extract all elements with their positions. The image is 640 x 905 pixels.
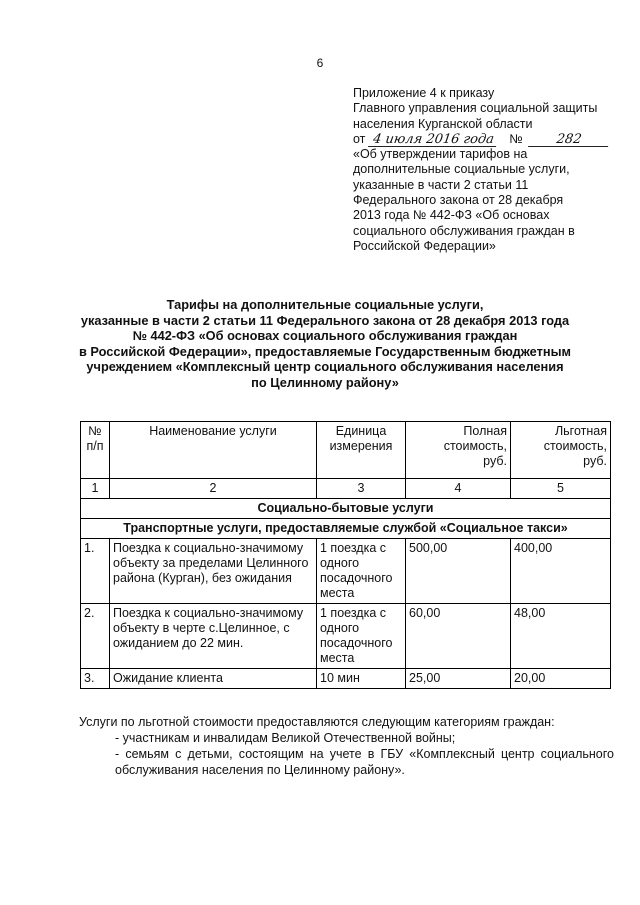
header-full-cost: Полная стоимость, руб. [406, 422, 511, 479]
table-header-row [81, 422, 611, 479]
appendix-line: Российской Федерации» [353, 238, 496, 253]
row-full-cost: 60,00 [406, 604, 511, 669]
row-unit: 1 поездка с одного посадочного места [317, 539, 406, 604]
row-service-name: Ожидание клиента [110, 669, 317, 689]
row-discount-cost: 48,00 [511, 604, 611, 669]
row-discount-cost: 20,00 [511, 669, 611, 689]
column-number: 3 [317, 479, 406, 499]
order-date-number [353, 132, 623, 147]
appendix-header [353, 86, 623, 254]
document-title [60, 297, 590, 391]
table-row [81, 539, 611, 604]
title-line: указанные в части 2 статьи 11 Федерального закона от 28 декабря 2013 года [80, 312, 570, 328]
subsection-title: Транспортные услуги, предоставляемые службой «Социальное такси» [81, 519, 611, 539]
handwritten-date: 4 июля 2016 года [368, 133, 498, 147]
appendix-line: 2013 года № 442-ФЗ «Об основах [353, 208, 550, 223]
appendix-line: Главного управления социальной защиты [353, 101, 598, 116]
subsection-row [81, 519, 611, 539]
notes-intro: Услуги по льготной стоимости предоставляются следующим категориям граждан: [79, 715, 555, 729]
notes-block [79, 714, 614, 778]
table-row [81, 604, 611, 669]
tariff-table [80, 421, 611, 689]
row-service-name: Поездка к социально-значимому объекту в черте с.Целинное, с ожиданием до 22 мин. [110, 604, 317, 669]
header-unit: Единица измерения [317, 422, 406, 479]
notes-item: - семьям с детьми, состоящим на учете в ГБУ «Комплексный центр социального обслуживания населения по Целинному району». [115, 747, 614, 777]
title-line: учреждением «Комплексный центр социального обслуживания населения [86, 359, 564, 375]
row-num: 2. [81, 604, 110, 669]
column-number: 1 [81, 479, 110, 499]
appendix-line: «Об утверждении тарифов на [353, 147, 528, 162]
row-unit: 10 мин [317, 669, 406, 689]
row-num: 3. [81, 669, 110, 689]
number-label: № [509, 131, 523, 146]
appendix-line: социального обслуживания граждан в [353, 223, 575, 238]
header-service-name: Наименование услуги [110, 422, 317, 479]
handwritten-number: 282 [528, 133, 610, 147]
row-num: 1. [81, 539, 110, 604]
row-full-cost: 500,00 [406, 539, 511, 604]
header-discount-cost: Льготная стоимость, руб. [511, 422, 611, 479]
row-full-cost: 25,00 [406, 669, 511, 689]
row-service-name: Поездка к социально-значимому объекту за пределами Целинного района (Курган), без ожидания [110, 539, 317, 604]
title-line: по Целинному району» [251, 374, 399, 390]
section-title: Социально-бытовые услуги [81, 499, 611, 519]
row-unit: 1 поездка с одного посадочного места [317, 604, 406, 669]
appendix-line: Приложение 4 к приказу [353, 86, 495, 100]
column-number: 5 [511, 479, 611, 499]
appendix-line: дополнительные социальные услуги, [353, 162, 570, 177]
section-row [81, 499, 611, 519]
column-number: 4 [406, 479, 511, 499]
title-line: № 442-ФЗ «Об основах социального обслуживания граждан [132, 328, 518, 344]
appendix-line: населения Курганской области [353, 116, 533, 131]
header-num: № п/п [81, 422, 110, 479]
notes-item: - участникам и инвалидам Великой Отечественной войны; [115, 731, 456, 745]
table-row [81, 669, 611, 689]
from-label: от [353, 131, 366, 146]
title-line: в Российской Федерации», предоставляемые Государственным бюджетным [78, 343, 571, 359]
column-number: 2 [110, 479, 317, 499]
row-discount-cost: 400,00 [511, 539, 611, 604]
appendix-line: указанные в части 2 статьи 11 [353, 177, 529, 192]
appendix-line: Федерального закона от 28 декабря [353, 193, 564, 208]
column-numbers-row [81, 479, 611, 499]
page-number: 6 [316, 56, 324, 70]
title-line: Тарифы на дополнительные социальные услуги, [166, 297, 484, 312]
